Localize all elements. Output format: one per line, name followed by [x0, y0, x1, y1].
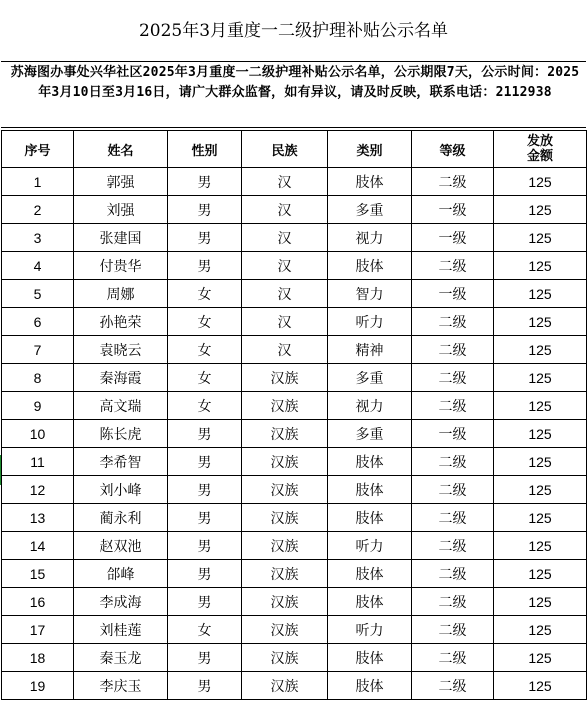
cell-no[interactable]: 19 [2, 672, 74, 700]
cell-gender[interactable]: 女 [168, 280, 242, 308]
cell-amount[interactable]: 125 [494, 280, 587, 308]
cell-gender[interactable]: 女 [168, 308, 242, 336]
cell-ethnicity[interactable]: 汉 [242, 336, 328, 364]
cell-ethnicity[interactable]: 汉族 [242, 672, 328, 700]
table-row[interactable] [2, 168, 587, 196]
table-row[interactable] [2, 448, 587, 476]
table-row[interactable] [2, 420, 587, 448]
cell-amount[interactable]: 125 [494, 616, 587, 644]
cell-no[interactable]: 17 [2, 616, 74, 644]
cell-category[interactable]: 多重 [328, 420, 412, 448]
cell-amount[interactable]: 125 [494, 420, 587, 448]
header-ethnicity: 民族 [242, 131, 328, 168]
cell-no[interactable]: 8 [2, 364, 74, 392]
cell-name[interactable]: 张建国 [74, 224, 168, 252]
cell-level[interactable]: 二级 [412, 392, 494, 420]
table-row[interactable] [2, 644, 587, 672]
cell-ethnicity[interactable]: 汉 [242, 224, 328, 252]
cell-level[interactable]: 一级 [412, 420, 494, 448]
header-category: 类别 [328, 131, 412, 168]
cell-category[interactable]: 肢体 [328, 672, 412, 700]
cell-no[interactable]: 16 [2, 588, 74, 616]
cell-gender[interactable]: 男 [168, 560, 242, 588]
cell-amount[interactable]: 125 [494, 532, 587, 560]
cell-gender[interactable]: 女 [168, 336, 242, 364]
cell-gender[interactable]: 男 [168, 532, 242, 560]
cell-gender[interactable]: 男 [168, 448, 242, 476]
cell-ethnicity[interactable]: 汉族 [242, 392, 328, 420]
notice-text: 苏海图办事处兴华社区2025年3月重度一二级护理补贴公示名单，公示期限7天，公示时间：2025年3月10日至3月16日，请广大群众监督，如有异议，请及时反映，联系电话：2112938 [10, 65, 580, 100]
cell-category[interactable]: 多重 [328, 196, 412, 224]
cell-amount[interactable]: 125 [494, 560, 587, 588]
cell-gender[interactable]: 男 [168, 588, 242, 616]
cell-name[interactable]: 孙艳荣 [74, 308, 168, 336]
cell-ethnicity[interactable]: 汉族 [242, 448, 328, 476]
table-row[interactable] [2, 196, 587, 224]
header-level: 等级 [412, 131, 494, 168]
cell-gender[interactable]: 男 [168, 168, 242, 196]
header-amount [494, 131, 587, 168]
cell-level[interactable]: 二级 [412, 252, 494, 280]
cell-name[interactable]: 李庆玉 [74, 672, 168, 700]
cell-category[interactable]: 多重 [328, 364, 412, 392]
cell-amount[interactable]: 125 [494, 308, 587, 336]
cell-no[interactable]: 18 [2, 644, 74, 672]
cell-level[interactable]: 二级 [412, 448, 494, 476]
cell-name[interactable]: 周娜 [74, 280, 168, 308]
cell-ethnicity[interactable]: 汉族 [242, 476, 328, 504]
cell-category[interactable]: 听力 [328, 308, 412, 336]
cell-no[interactable]: 12 [2, 476, 74, 504]
cell-ethnicity[interactable]: 汉 [242, 252, 328, 280]
cell-gender[interactable]: 女 [168, 616, 242, 644]
table-row[interactable] [2, 280, 587, 308]
cell-level[interactable]: 二级 [412, 336, 494, 364]
cell-gender[interactable]: 男 [168, 252, 242, 280]
cell-ethnicity[interactable]: 汉族 [242, 644, 328, 672]
cell-category[interactable]: 听力 [328, 532, 412, 560]
cell-level[interactable]: 二级 [412, 504, 494, 532]
cell-gender[interactable]: 男 [168, 420, 242, 448]
cell-ethnicity[interactable]: 汉 [242, 168, 328, 196]
cell-name[interactable]: 李希智 [74, 448, 168, 476]
cell-ethnicity[interactable]: 汉族 [242, 532, 328, 560]
cell-level[interactable]: 一级 [412, 224, 494, 252]
cell-category[interactable]: 肢体 [328, 448, 412, 476]
cell-name[interactable]: 高文瑞 [74, 392, 168, 420]
cell-ethnicity[interactable]: 汉 [242, 196, 328, 224]
page-title: 2025年3月重度一二级护理补贴公示名单 [138, 20, 449, 41]
cell-gender[interactable]: 男 [168, 644, 242, 672]
cell-category[interactable]: 肢体 [328, 476, 412, 504]
cell-amount[interactable]: 125 [494, 588, 587, 616]
table-row[interactable] [2, 532, 587, 560]
cell-category[interactable]: 视力 [328, 224, 412, 252]
cell-amount[interactable]: 125 [494, 448, 587, 476]
table-row[interactable] [2, 364, 587, 392]
table-row[interactable] [2, 336, 587, 364]
cell-ethnicity[interactable]: 汉族 [242, 616, 328, 644]
cell-no[interactable]: 2 [2, 196, 74, 224]
cell-name[interactable]: 刘强 [74, 196, 168, 224]
header-gender: 性别 [168, 131, 242, 168]
cell-gender[interactable]: 女 [168, 392, 242, 420]
cell-amount[interactable]: 125 [494, 336, 587, 364]
cell-level[interactable]: 二级 [412, 532, 494, 560]
cell-amount[interactable]: 125 [494, 168, 587, 196]
cell-amount[interactable]: 125 [494, 392, 587, 420]
cell-category[interactable]: 肢体 [328, 644, 412, 672]
cell-level[interactable]: 二级 [412, 672, 494, 700]
cell-no[interactable]: 14 [2, 532, 74, 560]
cell-level[interactable]: 二级 [412, 644, 494, 672]
cell-name[interactable]: 郭强 [74, 168, 168, 196]
cell-name[interactable]: 付贵华 [74, 252, 168, 280]
cell-category[interactable]: 肢体 [328, 560, 412, 588]
table-row[interactable] [2, 560, 587, 588]
header-amount-line2: 金额 [526, 149, 553, 164]
cell-no[interactable]: 13 [2, 504, 74, 532]
cell-no[interactable]: 11 [2, 448, 74, 476]
cell-level[interactable]: 二级 [412, 168, 494, 196]
cell-ethnicity[interactable]: 汉族 [242, 504, 328, 532]
cell-level[interactable]: 二级 [412, 476, 494, 504]
cell-amount[interactable]: 125 [494, 224, 587, 252]
cell-level[interactable]: 二级 [412, 308, 494, 336]
cell-category[interactable]: 肢体 [328, 168, 412, 196]
cell-category[interactable]: 智力 [328, 280, 412, 308]
table-row[interactable] [2, 224, 587, 252]
cell-category[interactable]: 肢体 [328, 588, 412, 616]
cell-no[interactable]: 3 [2, 224, 74, 252]
cell-amount[interactable]: 125 [494, 672, 587, 700]
cell-name[interactable]: 李成海 [74, 588, 168, 616]
header-name: 姓名 [74, 131, 168, 168]
cell-ethnicity[interactable]: 汉族 [242, 588, 328, 616]
cell-name[interactable]: 秦玉龙 [74, 644, 168, 672]
cell-amount[interactable]: 125 [494, 252, 587, 280]
table-row[interactable] [2, 672, 587, 700]
subsidy-table [1, 130, 587, 700]
cell-no[interactable]: 10 [2, 420, 74, 448]
cell-name[interactable]: 赵双池 [74, 532, 168, 560]
cell-gender[interactable]: 男 [168, 196, 242, 224]
cell-amount[interactable]: 125 [494, 476, 587, 504]
cell-ethnicity[interactable]: 汉族 [242, 560, 328, 588]
cell-amount[interactable]: 125 [494, 196, 587, 224]
header-amount-line1: 发放 [526, 134, 553, 149]
cell-level[interactable]: 二级 [412, 560, 494, 588]
cell-name[interactable]: 郃峰 [74, 560, 168, 588]
cell-level[interactable]: 一级 [412, 196, 494, 224]
cell-no[interactable]: 6 [2, 308, 74, 336]
cell-ethnicity[interactable]: 汉 [242, 308, 328, 336]
cell-gender[interactable]: 男 [168, 504, 242, 532]
cell-category[interactable]: 视力 [328, 392, 412, 420]
cell-name[interactable]: 秦海霞 [74, 364, 168, 392]
cell-no[interactable]: 1 [2, 168, 74, 196]
cell-amount[interactable]: 125 [494, 364, 587, 392]
cell-ethnicity[interactable]: 汉族 [242, 364, 328, 392]
cell-no[interactable]: 7 [2, 336, 74, 364]
cell-gender[interactable]: 男 [168, 224, 242, 252]
cell-ethnicity[interactable]: 汉族 [242, 420, 328, 448]
cell-level[interactable]: 二级 [412, 588, 494, 616]
cell-name[interactable]: 刘小峰 [74, 476, 168, 504]
cell-category[interactable]: 肢体 [328, 252, 412, 280]
cell-gender[interactable]: 男 [168, 476, 242, 504]
cell-amount[interactable]: 125 [494, 644, 587, 672]
table-row[interactable] [2, 616, 587, 644]
cell-level[interactable]: 一级 [412, 280, 494, 308]
table-row[interactable] [2, 308, 587, 336]
table-row[interactable] [2, 252, 587, 280]
cell-level[interactable]: 二级 [412, 616, 494, 644]
cell-gender[interactable]: 男 [168, 672, 242, 700]
table-row[interactable] [2, 476, 587, 504]
table-row[interactable] [2, 392, 587, 420]
cell-category[interactable]: 精神 [328, 336, 412, 364]
cell-no[interactable]: 15 [2, 560, 74, 588]
cell-name[interactable]: 刘桂莲 [74, 616, 168, 644]
cell-name[interactable]: 陈长虎 [74, 420, 168, 448]
cell-category[interactable]: 肢体 [328, 504, 412, 532]
cell-level[interactable]: 二级 [412, 364, 494, 392]
cell-no[interactable]: 5 [2, 280, 74, 308]
cell-category[interactable]: 听力 [328, 616, 412, 644]
cell-name[interactable]: 袁晓云 [74, 336, 168, 364]
cell-ethnicity[interactable]: 汉 [242, 280, 328, 308]
header-no: 序号 [2, 131, 74, 168]
table-row[interactable] [2, 588, 587, 616]
cell-name[interactable]: 蔺永利 [74, 504, 168, 532]
cell-no[interactable]: 4 [2, 252, 74, 280]
table-row[interactable] [2, 504, 587, 532]
cell-gender[interactable]: 女 [168, 364, 242, 392]
cell-amount[interactable]: 125 [494, 504, 587, 532]
table-header-row [2, 131, 587, 168]
cell-no[interactable]: 9 [2, 392, 74, 420]
